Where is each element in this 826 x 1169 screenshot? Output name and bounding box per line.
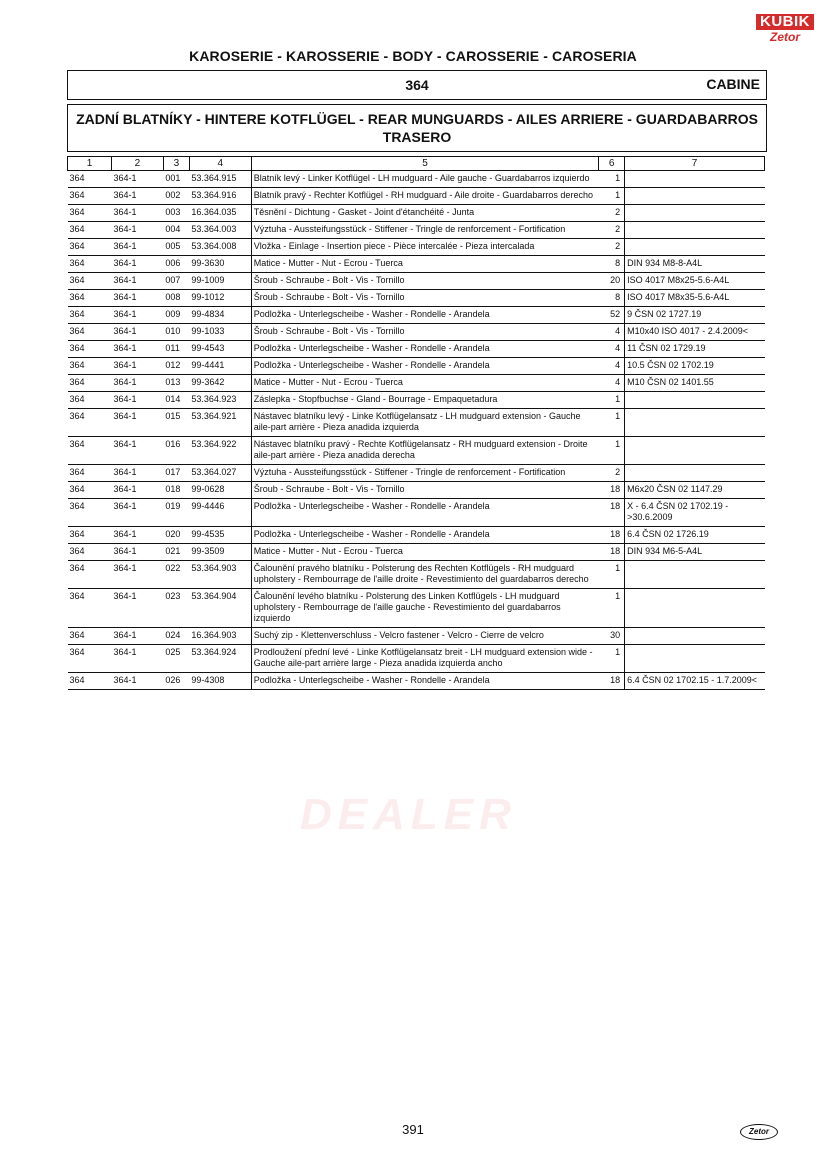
cell-c3: 004 bbox=[163, 222, 189, 239]
cell-c4: 99-4834 bbox=[189, 307, 251, 324]
cell-c7 bbox=[625, 561, 765, 589]
cell-c5: Výztuha - Aussteifungsstück - Stiffener - Tringle de renforcement - Fortification bbox=[251, 465, 598, 482]
table-row bbox=[68, 205, 765, 222]
cell-c6: 18 bbox=[599, 673, 625, 690]
cell-c3: 021 bbox=[163, 544, 189, 561]
cell-c7: 10.5 ČSN 02 1702.19 bbox=[625, 358, 765, 375]
cell-c2: 364-1 bbox=[111, 307, 163, 324]
cell-c6: 1 bbox=[599, 171, 625, 188]
cell-c7: M10 ČSN 02 1401.55 bbox=[625, 375, 765, 392]
cell-c1: 364 bbox=[68, 499, 112, 527]
cell-c4: 99-1033 bbox=[189, 324, 251, 341]
cell-c2: 364-1 bbox=[111, 290, 163, 307]
cell-c3: 003 bbox=[163, 205, 189, 222]
cell-c6: 30 bbox=[599, 628, 625, 645]
table-row bbox=[68, 392, 765, 409]
cell-c2: 364-1 bbox=[111, 437, 163, 465]
cell-c3: 008 bbox=[163, 290, 189, 307]
cell-c3: 007 bbox=[163, 273, 189, 290]
cell-c2: 364-1 bbox=[111, 561, 163, 589]
cell-c5: Matice - Mutter - Nut - Ecrou - Tuerca bbox=[251, 256, 598, 273]
table-row bbox=[68, 482, 765, 499]
cell-c5: Podložka - Unterlegscheibe - Washer - Rondelle - Arandela bbox=[251, 307, 598, 324]
cell-c5: Blatník levý - Linker Kotflügel - LH mudguard - Aile gauche - Guardabarros izquierdo bbox=[251, 171, 598, 188]
cell-c7 bbox=[625, 222, 765, 239]
cell-c6: 4 bbox=[599, 324, 625, 341]
cell-c3: 022 bbox=[163, 561, 189, 589]
cell-c7 bbox=[625, 437, 765, 465]
cell-c2: 364-1 bbox=[111, 544, 163, 561]
cell-c1: 364 bbox=[68, 409, 112, 437]
cell-c4: 99-1009 bbox=[189, 273, 251, 290]
table-row bbox=[68, 256, 765, 273]
table-row bbox=[68, 437, 765, 465]
cell-c1: 364 bbox=[68, 645, 112, 673]
page-number: 391 bbox=[402, 1122, 424, 1137]
cell-c7: 6.4 ČSN 02 1726.19 bbox=[625, 527, 765, 544]
cell-c5: Nástavec blatníku pravý - Rechte Kotflügelansatz - RH mudguard extension - Droite aile-part arrière - Pieza anadida derecha bbox=[251, 437, 598, 465]
cell-c3: 006 bbox=[163, 256, 189, 273]
cell-c4: 99-3642 bbox=[189, 375, 251, 392]
cell-c7: 6.4 ČSN 02 1702.15 - 1.7.2009< bbox=[625, 673, 765, 690]
cell-c1: 364 bbox=[68, 358, 112, 375]
cell-c2: 364-1 bbox=[111, 482, 163, 499]
cell-c7 bbox=[625, 171, 765, 188]
cell-c1: 364 bbox=[68, 188, 112, 205]
cell-c3: 024 bbox=[163, 628, 189, 645]
cell-c2: 364-1 bbox=[111, 589, 163, 628]
column-header: 7 bbox=[625, 157, 765, 171]
table-row bbox=[68, 544, 765, 561]
cell-c7: DIN 934 M6-5-A4L bbox=[625, 544, 765, 561]
cell-c6: 8 bbox=[599, 256, 625, 273]
cell-c7: 11 ČSN 02 1729.19 bbox=[625, 341, 765, 358]
table-row bbox=[68, 673, 765, 690]
cell-c6: 18 bbox=[599, 544, 625, 561]
cell-c6: 18 bbox=[599, 482, 625, 499]
cell-c7 bbox=[625, 645, 765, 673]
cell-c2: 364-1 bbox=[111, 273, 163, 290]
cell-c3: 019 bbox=[163, 499, 189, 527]
cell-c2: 364-1 bbox=[111, 499, 163, 527]
cell-c1: 364 bbox=[68, 205, 112, 222]
cell-c1: 364 bbox=[68, 375, 112, 392]
table-header-row bbox=[68, 157, 765, 171]
cell-c1: 364 bbox=[68, 527, 112, 544]
table-row bbox=[68, 527, 765, 544]
cell-c5: Šroub - Schraube - Bolt - Vis - Tornillo bbox=[251, 290, 598, 307]
cell-c4: 99-3509 bbox=[189, 544, 251, 561]
cell-c5: Podložka - Unterlegscheibe - Washer - Rondelle - Arandela bbox=[251, 527, 598, 544]
cell-c1: 364 bbox=[68, 256, 112, 273]
cell-c6: 20 bbox=[599, 273, 625, 290]
cell-c5: Záslepka - Stopfbuchse - Gland - Bourrage - Empaquetadura bbox=[251, 392, 598, 409]
column-header: 3 bbox=[163, 157, 189, 171]
cell-c4: 53.364.003 bbox=[189, 222, 251, 239]
cell-c4: 99-4441 bbox=[189, 358, 251, 375]
cell-c4: 53.364.915 bbox=[189, 171, 251, 188]
section-box bbox=[67, 104, 767, 152]
cell-c1: 364 bbox=[68, 392, 112, 409]
cell-c4: 53.364.008 bbox=[189, 239, 251, 256]
table-row bbox=[68, 645, 765, 673]
cell-c5: Šroub - Schraube - Bolt - Vis - Tornillo bbox=[251, 324, 598, 341]
cell-c4: 99-4446 bbox=[189, 499, 251, 527]
cell-c1: 364 bbox=[68, 589, 112, 628]
section-title bbox=[68, 110, 766, 146]
cell-c7: M6x20 ČSN 02 1147.29 bbox=[625, 482, 765, 499]
cell-c6: 52 bbox=[599, 307, 625, 324]
header-title: KAROSERIE - KAROSSERIE - BODY - CAROSSERIE - CAROSERIA bbox=[189, 48, 637, 64]
table-row bbox=[68, 290, 765, 307]
cell-c2: 364-1 bbox=[111, 205, 163, 222]
cell-c2: 364-1 bbox=[111, 628, 163, 645]
cell-c6: 4 bbox=[599, 341, 625, 358]
cell-c7 bbox=[625, 465, 765, 482]
cell-c1: 364 bbox=[68, 222, 112, 239]
cell-c3: 018 bbox=[163, 482, 189, 499]
table-row bbox=[68, 188, 765, 205]
cell-c5: Matice - Mutter - Nut - Ecrou - Tuerca bbox=[251, 375, 598, 392]
cell-c3: 005 bbox=[163, 239, 189, 256]
table-row bbox=[68, 222, 765, 239]
group-label: CABINE bbox=[706, 76, 760, 92]
cell-c3: 015 bbox=[163, 409, 189, 437]
cell-c4: 99-3630 bbox=[189, 256, 251, 273]
cell-c6: 1 bbox=[599, 645, 625, 673]
cell-c2: 364-1 bbox=[111, 188, 163, 205]
cell-c7 bbox=[625, 205, 765, 222]
group-number: 364 bbox=[405, 77, 429, 93]
cell-c2: 364-1 bbox=[111, 527, 163, 544]
table-row bbox=[68, 628, 765, 645]
cell-c4: 99-0628 bbox=[189, 482, 251, 499]
cell-c3: 025 bbox=[163, 645, 189, 673]
cell-c2: 364-1 bbox=[111, 465, 163, 482]
table-row bbox=[68, 239, 765, 256]
cell-c7 bbox=[625, 589, 765, 628]
cell-c5: Čalounění levého blatníku - Polsterung des Linken Kotflügels - LH mudguard upholstery - Rembourrage de l'aille gauche - Revestimiento del guardabarros izquierdo bbox=[251, 589, 598, 628]
table-row bbox=[68, 375, 765, 392]
section-title-line1: ZADNÍ BLATNÍKY - HINTERE KOTFLÜGEL - REAR MUNGUARDS - AILES ARRIERE - GUARDABARROS bbox=[76, 111, 758, 127]
cell-c5: Podložka - Unterlegscheibe - Washer - Rondelle - Arandela bbox=[251, 673, 598, 690]
parts-table bbox=[67, 156, 765, 690]
cell-c5: Prodloužení přední levé - Linke Kotflügelansatz breit - LH mudguard extension wide - Gauche aile-part arrière large - Pieza anadida izquierda ancho bbox=[251, 645, 598, 673]
cell-c7: DIN 934 M8-8-A4L bbox=[625, 256, 765, 273]
cell-c4: 53.364.027 bbox=[189, 465, 251, 482]
cell-c1: 364 bbox=[68, 273, 112, 290]
cell-c7: ISO 4017 M8x35-5.6-A4L bbox=[625, 290, 765, 307]
column-header: 2 bbox=[111, 157, 163, 171]
cell-c5: Čalounění pravého blatníku - Polsterung des Rechten Kotflügels - RH mudguard upholstery - Rembourrage de l'aille droite - Revestimiento del guardabarros derecho bbox=[251, 561, 598, 589]
cell-c6: 1 bbox=[599, 409, 625, 437]
table-body bbox=[68, 171, 765, 690]
cell-c4: 99-4535 bbox=[189, 527, 251, 544]
cell-c3: 026 bbox=[163, 673, 189, 690]
cell-c7: X - 6.4 ČSN 02 1702.19 - >30.6.2009 bbox=[625, 499, 765, 527]
cell-c1: 364 bbox=[68, 465, 112, 482]
zetor-footer-logo: Zetor bbox=[740, 1124, 778, 1140]
cell-c4: 16.364.035 bbox=[189, 205, 251, 222]
cell-c2: 364-1 bbox=[111, 358, 163, 375]
table-row bbox=[68, 499, 765, 527]
cell-c1: 364 bbox=[68, 437, 112, 465]
cell-c4: 16.364.903 bbox=[189, 628, 251, 645]
logo-zetor-text: Zetor bbox=[770, 30, 800, 44]
kubik-zetor-logo bbox=[756, 14, 814, 46]
cell-c2: 364-1 bbox=[111, 375, 163, 392]
cell-c2: 364-1 bbox=[111, 171, 163, 188]
cell-c1: 364 bbox=[68, 290, 112, 307]
cell-c7: M10x40 ISO 4017 - 2.4.2009< bbox=[625, 324, 765, 341]
cell-c3: 016 bbox=[163, 437, 189, 465]
column-header: 1 bbox=[68, 157, 112, 171]
cell-c1: 364 bbox=[68, 673, 112, 690]
cell-c6: 1 bbox=[599, 589, 625, 628]
cell-c1: 364 bbox=[68, 239, 112, 256]
cell-c5: Podložka - Unterlegscheibe - Washer - Rondelle - Arandela bbox=[251, 358, 598, 375]
cell-c6: 1 bbox=[599, 392, 625, 409]
cell-c5: Nástavec blatníku levý - Linke Kotflügelansatz - LH mudguard extension - Gauche aile-part arrière - Pieza anadida izquierda bbox=[251, 409, 598, 437]
cell-c7 bbox=[625, 392, 765, 409]
cell-c6: 8 bbox=[599, 290, 625, 307]
cell-c2: 364-1 bbox=[111, 409, 163, 437]
cell-c2: 364-1 bbox=[111, 673, 163, 690]
column-header: 5 bbox=[251, 157, 598, 171]
cell-c4: 53.364.904 bbox=[189, 589, 251, 628]
group-box bbox=[67, 70, 767, 100]
cell-c5: Matice - Mutter - Nut - Ecrou - Tuerca bbox=[251, 544, 598, 561]
cell-c3: 023 bbox=[163, 589, 189, 628]
table-row bbox=[68, 171, 765, 188]
dealer-watermark: DEALER bbox=[300, 790, 517, 839]
table-row bbox=[68, 358, 765, 375]
cell-c1: 364 bbox=[68, 324, 112, 341]
cell-c3: 001 bbox=[163, 171, 189, 188]
cell-c2: 364-1 bbox=[111, 392, 163, 409]
cell-c1: 364 bbox=[68, 544, 112, 561]
cell-c7: ISO 4017 M8x25-5.6-A4L bbox=[625, 273, 765, 290]
table-row bbox=[68, 561, 765, 589]
table-row bbox=[68, 307, 765, 324]
cell-c4: 53.364.921 bbox=[189, 409, 251, 437]
table-row bbox=[68, 341, 765, 358]
table-row bbox=[68, 273, 765, 290]
cell-c2: 364-1 bbox=[111, 239, 163, 256]
cell-c5: Šroub - Schraube - Bolt - Vis - Tornillo bbox=[251, 482, 598, 499]
cell-c3: 011 bbox=[163, 341, 189, 358]
cell-c3: 012 bbox=[163, 358, 189, 375]
section-title-line2: TRASERO bbox=[382, 129, 452, 145]
cell-c2: 364-1 bbox=[111, 324, 163, 341]
cell-c4: 53.364.924 bbox=[189, 645, 251, 673]
table-row bbox=[68, 324, 765, 341]
cell-c6: 1 bbox=[599, 437, 625, 465]
logo-kubik-text: KUBIK bbox=[756, 14, 814, 30]
cell-c6: 2 bbox=[599, 465, 625, 482]
table-row bbox=[68, 465, 765, 482]
cell-c6: 18 bbox=[599, 499, 625, 527]
cell-c2: 364-1 bbox=[111, 222, 163, 239]
cell-c3: 014 bbox=[163, 392, 189, 409]
table-row bbox=[68, 589, 765, 628]
cell-c6: 4 bbox=[599, 358, 625, 375]
cell-c4: 53.364.916 bbox=[189, 188, 251, 205]
cell-c5: Šroub - Schraube - Bolt - Vis - Tornillo bbox=[251, 273, 598, 290]
cell-c6: 4 bbox=[599, 375, 625, 392]
cell-c2: 364-1 bbox=[111, 645, 163, 673]
cell-c7 bbox=[625, 239, 765, 256]
cell-c6: 2 bbox=[599, 222, 625, 239]
cell-c5: Výztuha - Aussteifungsstück - Stiffener - Tringle de renforcement - Fortification bbox=[251, 222, 598, 239]
table-row bbox=[68, 409, 765, 437]
cell-c4: 99-1012 bbox=[189, 290, 251, 307]
cell-c1: 364 bbox=[68, 628, 112, 645]
cell-c7 bbox=[625, 188, 765, 205]
cell-c7: 9 ČSN 02 1727.19 bbox=[625, 307, 765, 324]
cell-c1: 364 bbox=[68, 171, 112, 188]
cell-c6: 18 bbox=[599, 527, 625, 544]
cell-c3: 009 bbox=[163, 307, 189, 324]
cell-c2: 364-1 bbox=[111, 341, 163, 358]
cell-c4: 53.364.903 bbox=[189, 561, 251, 589]
cell-c1: 364 bbox=[68, 561, 112, 589]
cell-c5: Vložka - Einlage - Insertion piece - Pièce intercalée - Pieza intercalada bbox=[251, 239, 598, 256]
cell-c3: 013 bbox=[163, 375, 189, 392]
cell-c7 bbox=[625, 628, 765, 645]
cell-c5: Blatník pravý - Rechter Kotflügel - RH mudguard - Aile droite - Guardabarros derecho bbox=[251, 188, 598, 205]
cell-c5: Podložka - Unterlegscheibe - Washer - Rondelle - Arandela bbox=[251, 341, 598, 358]
cell-c5: Suchý zip - Klettenverschluss - Velcro fastener - Velcro - Cierre de velcro bbox=[251, 628, 598, 645]
cell-c6: 1 bbox=[599, 188, 625, 205]
cell-c6: 2 bbox=[599, 205, 625, 222]
cell-c7 bbox=[625, 409, 765, 437]
cell-c4: 53.364.922 bbox=[189, 437, 251, 465]
cell-c2: 364-1 bbox=[111, 256, 163, 273]
cell-c4: 99-4308 bbox=[189, 673, 251, 690]
cell-c4: 53.364.923 bbox=[189, 392, 251, 409]
cell-c6: 2 bbox=[599, 239, 625, 256]
cell-c3: 002 bbox=[163, 188, 189, 205]
cell-c6: 1 bbox=[599, 561, 625, 589]
column-header: 4 bbox=[189, 157, 251, 171]
cell-c3: 010 bbox=[163, 324, 189, 341]
cell-c3: 020 bbox=[163, 527, 189, 544]
cell-c5: Podložka - Unterlegscheibe - Washer - Rondelle - Arandela bbox=[251, 499, 598, 527]
column-header: 6 bbox=[599, 157, 625, 171]
cell-c1: 364 bbox=[68, 341, 112, 358]
cell-c3: 017 bbox=[163, 465, 189, 482]
cell-c1: 364 bbox=[68, 482, 112, 499]
cell-c5: Těsnění - Dichtung - Gasket - Joint d'étanchéité - Junta bbox=[251, 205, 598, 222]
cell-c4: 99-4543 bbox=[189, 341, 251, 358]
cell-c1: 364 bbox=[68, 307, 112, 324]
